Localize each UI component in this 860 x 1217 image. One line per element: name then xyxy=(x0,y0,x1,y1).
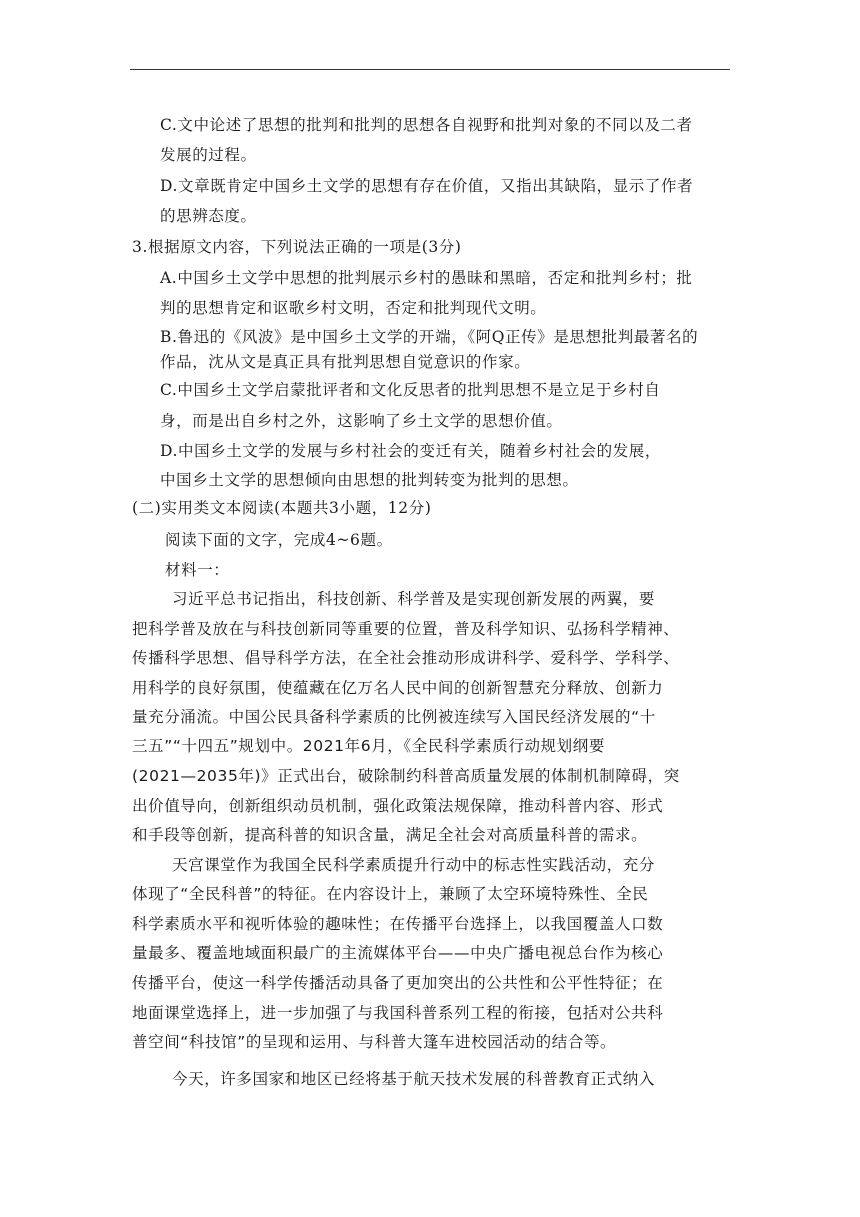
para2-line-2: 体现了“全民科普”的特征。在内容设计上，兼顾了太空环境特殊性、全民 xyxy=(132,885,649,903)
section-heading: (二)实用类文本阅读(本题共3小题，12分) xyxy=(132,499,432,517)
para1-line-9: 和手段等创新，提高科普的知识含量，满足全社会对高质量科普的需求。 xyxy=(132,826,648,844)
para1-line-8: 出价值导向，创新组织动员机制，强化政策法规保障，推动科普内容、形式 xyxy=(132,797,664,815)
para1-line-2: 把科学普及放在与科技创新同等重要的位置，普及科学知识、弘扬科学精神、 xyxy=(132,620,680,638)
para2-line-7: 普空间“科技馆”的呈现和运用、与科普大篷车进校园活动的结合等。 xyxy=(132,1033,617,1051)
para1-line-3: 传播科学思想、倡导科学方法，在全社会推动形成讲科学、爱科学、学科学、 xyxy=(132,649,680,667)
q3-option-b-line-1: B.鲁迅的《风波》是中国乡土文学的开端，《阿Q正传》是思想批判最著名的 xyxy=(160,328,699,346)
para2-line-6: 地面课堂选择上，进一步加强了与我国科普系列工程的衔接，包括对公共科 xyxy=(132,1004,664,1022)
para1-line-4: 用科学的良好氛围，使蕴藏在亿万名人民中间的创新智慧充分释放、创新力 xyxy=(132,679,664,697)
para1-line-5: 量充分涌流。中国公民具备科学素质的比例被连续写入国民经济发展的“十 xyxy=(132,708,656,726)
para2-line-3: 科学素质水平和视听体验的趣味性；在传播平台选择上，以我国覆盖人口数 xyxy=(132,915,664,933)
para1-line-1: 习近平总书记指出，科技创新、科学普及是实现创新发展的两翼，要 xyxy=(172,590,656,608)
q3-stem: 3.根据原文内容，下列说法正确的一项是(3分) xyxy=(132,238,462,256)
para2-line-5: 传播平台，使这一科学传播活动具备了更加突出的公共性和公平性特征；在 xyxy=(132,974,664,992)
q2-option-c-line-2: 发展的过程。 xyxy=(160,146,257,164)
para1-line-7: (2021—2035年)》正式出台，破除制约科普高质量发展的体制机制障碍，突 xyxy=(132,767,680,785)
q2-option-d-line-1: D.文章既肯定中国乡土文学的思想有存在价值，又指出其缺陷，显示了作者 xyxy=(160,177,694,195)
q3-option-a-line-1: A.中国乡土文学中思想的批判展示乡村的愚昧和黑暗，否定和批判乡村；批 xyxy=(160,269,693,287)
para3-line-1: 今天，许多国家和地区已经将基于航天技术发展的科普教育正式纳入 xyxy=(172,1070,656,1088)
section-instruction: 阅读下面的文字，完成4~6题。 xyxy=(165,531,393,549)
q3-option-a-line-2: 判的思想肯定和讴歌乡村文明，否定和批判现代文明。 xyxy=(160,299,547,317)
para2-line-1: 天宫课堂作为我国全民科学素质提升行动中的标志性实践活动，充分 xyxy=(172,856,656,874)
para1-line-6: 三五”“十四五”规划中。2021年6月，《全民科学素质行动规划纲要 xyxy=(132,737,605,755)
q2-option-d-line-2: 的思辨态度。 xyxy=(160,207,257,225)
q3-option-b-line-2: 作品，沈从文是真正具有批判思想自觉意识的作家。 xyxy=(160,353,531,371)
q2-option-c-line-1: C.文中论述了思想的批判和批判的思想各自视野和批判对象的不同以及二者 xyxy=(160,116,693,134)
q3-option-d-line-1: D.中国乡土文学的发展与乡村社会的变迁有关，随着乡村社会的发展， xyxy=(160,442,662,460)
q3-option-c-line-2: 身，而是出自乡村之外，这影响了乡土文学的思想价值。 xyxy=(160,412,563,430)
para2-line-4: 量最多、覆盖地域面积最广的主流媒体平台——中央广播电视总台作为核心 xyxy=(132,944,664,962)
header-rule xyxy=(130,69,730,70)
material-label: 材料一： xyxy=(165,561,230,579)
q3-option-d-line-2: 中国乡土文学的思想倾向由思想的批判转变为批判的思想。 xyxy=(160,471,579,489)
q3-option-c-line-1: C.中国乡土文学启蒙批评者和文化反思者的批判思想不是立足于乡村自 xyxy=(160,381,661,399)
